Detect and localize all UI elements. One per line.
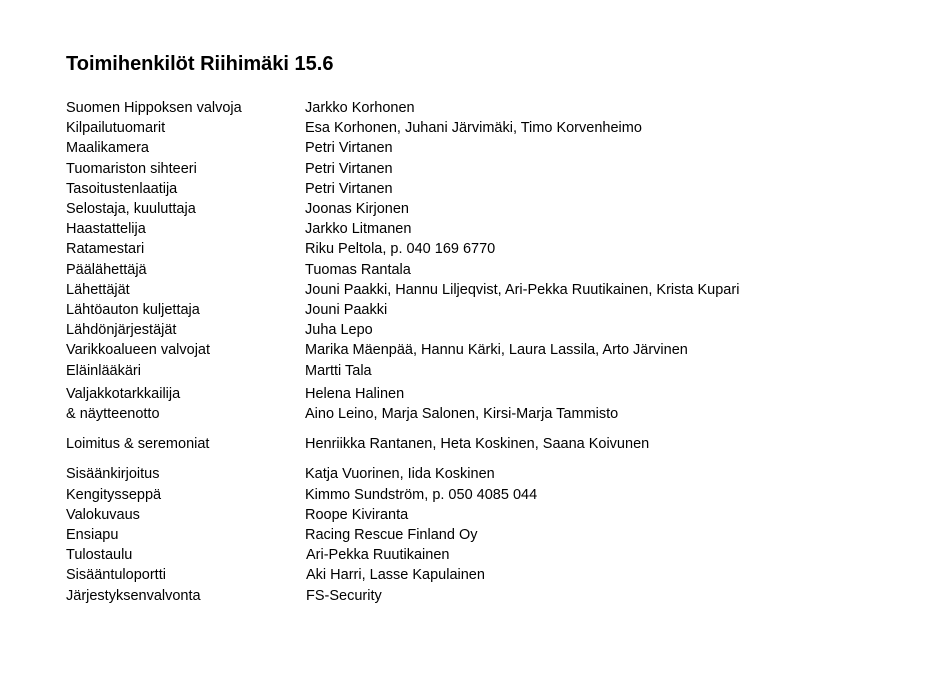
official-row	[66, 485, 906, 505]
official-names: Kimmo Sundström, p. 050 4085 044	[305, 486, 538, 503]
role-label: Ratamestari	[66, 241, 145, 258]
role-label: Haastattelija	[66, 221, 146, 238]
official-row	[66, 300, 906, 320]
official-names: Jarkko Korhonen	[305, 100, 415, 116]
role-label: Lähdönjärjestäjät	[66, 322, 177, 339]
official-row	[66, 239, 906, 259]
role-label: Loimitus & seremoniat	[66, 436, 210, 453]
official-row	[66, 384, 906, 404]
official-row	[66, 545, 906, 565]
official-names: Jouni Paakki, Hannu Liljeqvist, Ari-Pekka Ruutikainen, Krista Kupari	[305, 281, 740, 298]
official-names: Petri Virtanen	[305, 140, 393, 157]
official-row	[66, 505, 906, 525]
official-row	[66, 340, 906, 360]
official-row	[66, 199, 906, 219]
page-title: Toimihenkilöt Riihimäki 15.6	[66, 53, 334, 75]
official-row	[66, 118, 906, 138]
role-label: Tuomariston sihteeri	[66, 160, 197, 177]
role-label: Suomen Hippoksen valvoja	[66, 100, 242, 116]
official-names: Marika Mäenpää, Hannu Kärki, Laura Lassila, Arto Järvinen	[305, 342, 688, 359]
official-names: FS-Security	[306, 587, 382, 604]
official-row	[66, 280, 906, 300]
official-names: Henriikka Rantanen, Heta Koskinen, Saana Koivunen	[305, 436, 650, 453]
role-label: Päälähettäjä	[66, 261, 147, 278]
official-row	[66, 404, 906, 424]
official-row	[66, 138, 906, 158]
official-names: Petri Virtanen	[305, 160, 393, 177]
official-names: Roope Kiviranta	[305, 506, 409, 523]
role-label: Tasoitustenlaatija	[66, 180, 178, 197]
official-row	[66, 565, 906, 585]
official-names: Racing Rescue Finland Oy	[305, 527, 478, 544]
officials-list	[66, 98, 906, 606]
official-row	[66, 320, 906, 340]
official-row	[66, 260, 906, 280]
official-row	[66, 464, 906, 484]
role-label: Maalikamera	[66, 140, 149, 157]
official-names: Martti Tala	[305, 362, 372, 379]
official-row	[66, 159, 906, 179]
role-label: Sisääntuloportti	[66, 567, 166, 584]
official-row	[66, 586, 906, 606]
role-label: Ensiapu	[66, 527, 119, 544]
official-names: Aki Harri, Lasse Kapulainen	[306, 567, 485, 584]
role-label: Kilpailutuomarit	[66, 120, 166, 137]
role-label: Valokuvaus	[66, 506, 140, 523]
official-row	[66, 361, 906, 381]
role-label: Järjestyksenvalvonta	[66, 587, 201, 604]
official-row	[66, 525, 906, 545]
official-names: Katja Vuorinen, Iida Koskinen	[305, 466, 495, 483]
role-label: Kengitysseppä	[66, 486, 162, 503]
role-label: Selostaja, kuuluttaja	[66, 201, 196, 218]
official-names: Riku Peltola, p. 040 169 6770	[305, 241, 496, 258]
official-names: Jouni Paakki	[305, 302, 388, 319]
official-row	[66, 179, 906, 199]
official-row	[66, 98, 906, 118]
official-names: Helena Halinen	[305, 385, 405, 402]
role-label: Tulostaulu	[66, 547, 133, 564]
role-label: & näytteenotto	[66, 406, 160, 423]
official-names: Aino Leino, Marja Salonen, Kirsi-Marja Tammisto	[305, 406, 619, 423]
official-names: Esa Korhonen, Juhani Järvimäki, Timo Korvenheimo	[305, 120, 642, 137]
role-label: Varikkoalueen valvojat	[66, 342, 211, 359]
role-label: Valjakkotarkkailija	[66, 385, 181, 402]
official-names: Juha Lepo	[305, 322, 373, 339]
official-names: Ari-Pekka Ruutikainen	[306, 547, 450, 564]
official-names: Joonas Kirjonen	[305, 201, 409, 218]
official-row	[66, 434, 906, 454]
official-names: Tuomas Rantala	[305, 261, 411, 278]
role-label: Lähtöauton kuljettaja	[66, 302, 200, 319]
role-label: Lähettäjät	[66, 281, 130, 298]
official-row	[66, 219, 906, 239]
official-names: Petri Virtanen	[305, 180, 393, 197]
role-label: Sisäänkirjoitus	[66, 466, 160, 483]
role-label: Eläinlääkäri	[66, 362, 141, 379]
official-names: Jarkko Litmanen	[305, 221, 412, 238]
